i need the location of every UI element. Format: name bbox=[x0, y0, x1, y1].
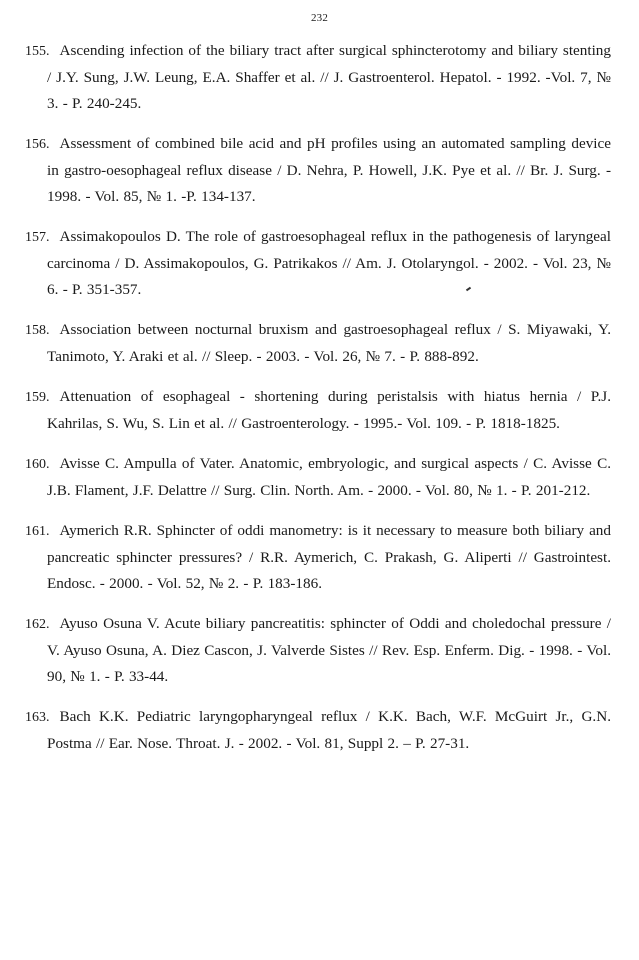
reference-text: Avisse C. Ampulla of Vater. Anatomic, embryologic, and surgical aspects / C. Avisse C. J.B. Flament, J.F. Delattre // Surg. Clin. North. Am. - 2000. - Vol. 80, № 1. - P. 201-212. bbox=[47, 455, 611, 499]
reference-text: Bach K.K. Pediatric laryngopharyngeal reflux / K.K. Bach, W.F. McGuirt Jr., G.N. Postma // Ear. Nose. Throat. J. - 2002. - Vol. 81, Suppl 2. – P. 27-31. bbox=[47, 708, 611, 752]
reference-item bbox=[25, 384, 611, 437]
reference-number: 157. bbox=[25, 230, 50, 245]
reference-number: 159. bbox=[25, 390, 50, 405]
reference-text: Attenuation of esophageal - shortening during peristalsis with hiatus hernia / P.J. Kahrilas, S. Wu, S. Lin et al. // Gastroenterology. - 1995.- Vol. 109. - P. 1818-1825. bbox=[47, 388, 611, 432]
reference-text: Ayuso Osuna V. Acute biliary pancreatitis: sphincter of Oddi and choledochal pressure / V. Ayuso Osuna, A. Diez Cascon, J. Valverde Sistes // Rev. Esp. Enferm. Dig. - 1998. - Vol. 90, № 1. - P. 33-44. bbox=[47, 615, 611, 685]
reference-number: 158. bbox=[25, 323, 50, 338]
reference-text: Association between nocturnal bruxism and gastroesophageal reflux / S. Miyawaki, Y. Tanimoto, Y. Araki et al. // Sleep. - 2003. - Vol. 26, № 7. - P. 888-892. bbox=[47, 321, 611, 365]
reference-item bbox=[25, 518, 611, 597]
reference-text: Ascending infection of the biliary tract after surgical sphincterotomy and biliary stenting / J.Y. Sung, J.W. Leung, E.A. Shaffer et al. // J. Gastroenterol. Hepatol. - 1992. -Vol. 7, № 3. - P. 240-245. bbox=[47, 42, 611, 112]
reference-number: 160. bbox=[25, 457, 50, 472]
reference-number: 161. bbox=[25, 524, 50, 539]
reference-item bbox=[25, 131, 611, 210]
reference-item bbox=[25, 317, 611, 370]
reference-item bbox=[25, 611, 611, 690]
reference-item bbox=[25, 704, 611, 757]
reference-text: Assessment of combined bile acid and pH profiles using an automated sampling device in gastro-oesophageal reflux disease / D. Nehra, P. Howell, J.K. Pye et al. // Br. J. Surg. - 1998. - Vol. 85, № 1. -P. 134-137. bbox=[47, 135, 611, 205]
reference-item bbox=[25, 224, 611, 303]
page-number: 232 bbox=[310, 12, 329, 24]
reference-number: 162. bbox=[25, 617, 50, 632]
reference-item bbox=[25, 38, 611, 117]
reference-item bbox=[25, 451, 611, 504]
reference-list bbox=[25, 38, 611, 771]
reference-number: 163. bbox=[25, 710, 50, 725]
reference-number: 156. bbox=[25, 137, 50, 152]
reference-text: Assimakopoulos D. The role of gastroesophageal reflux in the pathogenesis of laryngeal carcinoma / D. Assimakopoulos, G. Patrikakos // Am. J. Otolaryngol. - 2002. - Vol. 23, № 6. - P. 351-357. bbox=[47, 228, 611, 298]
reference-number: 155. bbox=[25, 44, 50, 59]
reference-text: Aymerich R.R. Sphincter of oddi manometry: is it necessary to measure both biliary and pancreatic sphincter pressures? / R.R. Aymerich, C. Prakash, G. Aliperti // Gastrointest. Endosc. - 2000. - Vol. 52, № 2. - P. 183-186. bbox=[47, 522, 611, 592]
